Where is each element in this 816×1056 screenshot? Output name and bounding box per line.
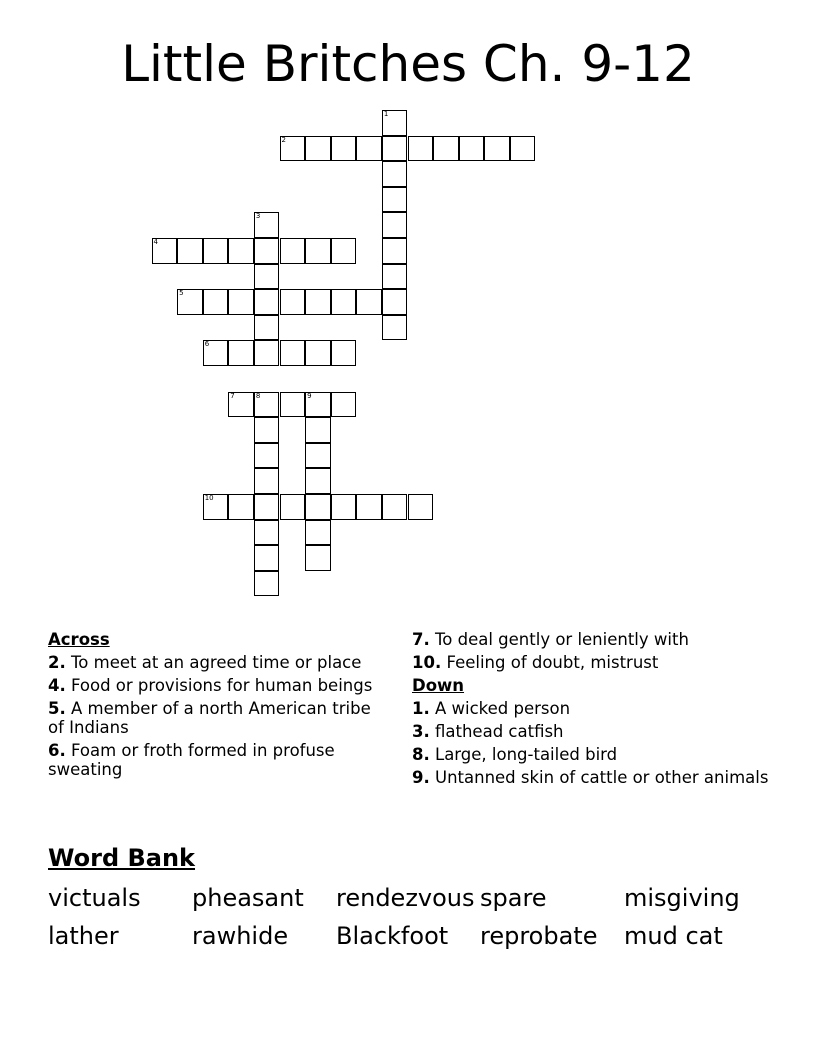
grid-cell[interactable] [305,494,331,520]
word-bank-item: mud cat [624,922,723,950]
grid-cell[interactable] [382,136,408,162]
grid-cell[interactable] [228,238,254,264]
word-bank-item: rendezvous [336,884,475,912]
grid-cell[interactable] [254,238,280,264]
grid-cell[interactable] [382,264,408,290]
clue-across-7: 7. To deal gently or leniently with [412,630,689,649]
word-bank-item: victuals [48,884,141,912]
clue-across-2: 2. To meet at an agreed time or place [48,653,362,672]
clue-across-10: 10. Feeling of doubt, mistrust [412,653,659,672]
grid-cell[interactable] [382,187,408,213]
grid-cell[interactable] [356,494,382,520]
clue-number: 8 [255,391,261,400]
grid-cell[interactable] [254,212,280,238]
clue-down-3: 3. flathead catfish [412,722,564,741]
word-bank-item: lather [48,922,119,950]
grid-cell[interactable] [203,340,229,366]
down-header: Down [412,676,465,695]
grid-cell[interactable] [280,136,306,162]
word-bank [48,880,788,956]
page-title: Little Britches Ch. 9-12 [121,35,695,93]
word-bank-item: Blackfoot [336,922,449,950]
clues-right-column [412,630,772,791]
grid-cell[interactable] [331,289,357,315]
word-bank-item: spare [480,884,547,912]
clue-number: 5 [179,289,184,298]
grid-cell[interactable] [177,289,203,315]
grid-cell[interactable] [280,238,306,264]
grid-cell[interactable] [382,315,408,341]
grid-cell[interactable] [254,520,280,546]
grid-cell[interactable] [228,392,254,418]
grid-cell[interactable] [228,494,254,520]
clue-number: 10 [204,494,214,502]
grid-cell[interactable] [356,136,382,162]
grid-cell[interactable] [254,417,280,443]
clue-down-8: 8. Large, long-tailed bird [412,745,618,764]
grid-cell[interactable] [280,494,306,520]
grid-cell[interactable] [408,136,434,162]
grid-cell[interactable] [305,417,331,443]
grid-cell[interactable] [254,571,280,597]
grid-cell[interactable] [254,494,280,520]
grid-cell[interactable] [305,468,331,494]
clues-left-column [48,630,378,783]
grid-cell[interactable] [280,340,306,366]
word-bank-item: reprobate [480,922,598,950]
grid-cell[interactable] [254,340,280,366]
clue-number: 7 [230,391,235,400]
word-bank-item: rawhide [192,922,289,950]
clue-down-9: 9. Untanned skin of cattle or other animals [412,768,769,787]
grid-cell[interactable] [408,494,434,520]
grid-cell[interactable] [382,238,408,264]
clue-number: 3 [255,212,261,221]
grid-cell[interactable] [459,136,485,162]
grid-cell[interactable] [254,443,280,469]
grid-cell[interactable] [280,392,306,418]
grid-cell[interactable] [331,238,357,264]
grid-cell[interactable] [254,315,280,341]
grid-cell[interactable] [152,238,178,264]
grid-cell[interactable] [305,392,331,418]
clue-number: 9 [307,391,312,400]
grid-cell[interactable] [305,520,331,546]
clue-number: 1 [383,110,389,118]
grid-cell[interactable] [331,136,357,162]
clue-number: 6 [204,340,210,349]
word-bank-item: pheasant [192,884,304,912]
grid-cell[interactable] [433,136,459,162]
clue-down-1: 1. A wicked person [412,699,571,718]
grid-cell[interactable] [305,443,331,469]
grid-cell[interactable] [331,340,357,366]
grid-cell[interactable] [203,289,229,315]
grid-cell[interactable] [331,494,357,520]
grid-cell[interactable] [280,289,306,315]
grid-cell[interactable] [177,238,203,264]
grid-cell[interactable] [305,340,331,366]
grid-cell[interactable] [382,161,408,187]
grid-cell[interactable] [254,392,280,418]
grid-cell[interactable] [305,289,331,315]
clue-across-5: 5. A member of a north American tribe of Indians [48,699,371,737]
clue-across-4: 4. Food or provisions for human beings [48,676,373,695]
grid-cell[interactable] [305,545,331,571]
clue-number: 4 [153,238,158,246]
grid-cell[interactable] [254,468,280,494]
grid-cell[interactable] [228,340,254,366]
grid-cell[interactable] [356,289,382,315]
word-bank-item: misgiving [624,884,740,912]
grid-cell[interactable] [484,136,510,162]
grid-cell[interactable] [382,212,408,238]
grid-cell[interactable] [254,289,280,315]
across-header: Across [48,630,110,649]
grid-cell[interactable] [510,136,536,162]
grid-cell[interactable] [228,289,254,315]
word-bank-row [48,918,788,956]
grid-cell[interactable] [203,494,229,520]
grid-cell[interactable] [203,238,229,264]
grid-cell[interactable] [331,392,357,418]
grid-cell[interactable] [305,238,331,264]
clue-across-6: 6. Foam or froth formed in profuse sweating [48,741,335,779]
grid-cell[interactable] [382,494,408,520]
word-bank-row [48,880,788,918]
grid-cell[interactable] [254,545,280,571]
grid-cell[interactable] [382,289,408,315]
clue-number: 2 [281,135,286,144]
word-bank-title: Word Bank [48,844,196,872]
grid-cell[interactable] [254,264,280,290]
grid-cell[interactable] [305,136,331,162]
grid-cell[interactable] [382,110,408,136]
